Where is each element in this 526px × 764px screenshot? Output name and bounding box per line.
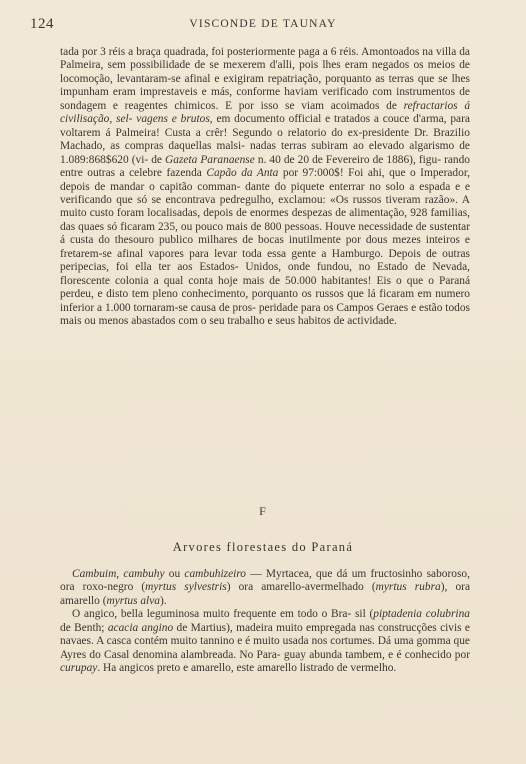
section-letter: F: [259, 504, 267, 518]
page-number: 124: [30, 16, 54, 32]
main-paragraph: [60, 46, 470, 329]
text-line: tada por 3 réis a braça quadrada, foi posteriormente paga a 6 réis. Amontoados na villa da Palmeira, sem possibilidade de se mexerem d'alli, pois lhes eram negados os meios de locomoção, levantaram-se afinal e exigiram repatriação, porquanto as terras que se lhes impunham eram imprestaveis e más, conforme haviam verificado com instrumentos de sondagem e reagentes chimicos. E por isso se viam acoimados de refractarios á civilisação, sel- vagens e brutos, em documento official e tratados a couce d'arma, para voltarem á Palmeira! Custa a crêr! Segundo o relatorio do ex-presidente Dr. Brazilio Machado, as compras daquellas malsi- nadas terras subiram ao elevado algarismo de 1.089:868$620 (vi- de Gazeta Paranaense n. 40 de 20 de Fevereiro de 1886), figu- rando entre outras a celebre fazenda Capão da Anta por 97:000$! Foi ahi, que o Imperador, depois de mandar o capitão comman- dante do piquete enterrar no solo a espada e e verificando que só se encontrava pedregulho, exclamou: «Os russos tiveram razão». A muito custo foram localisadas, depois de enormes despezas de alimentação, 928 familias, das quaes só ficaram 235, ou pouco mais de 800 pessoas. Houve necessidade de sustentar á custa do thesouro publico milhares de bocas inutilmente por dous mezes inteiros e fretarem-se afinal vapores para levar toda essa gente a Hamburgo. Depois de outras peripecias, foi ella ter aos Estados- Unidos, onde fundou, no Estado de Nevada, florescente colonia a qual conta hoje mais de 50.000 habitantes! Eis o que o Paraná perdeu, e disto tem pleno conhecimento, porquanto os russos que lá ficaram em numero inferior a 1.000 tornaram-se causa de pros- peridade para os Campos Geraes e estão todos mais ou menos abastados com o seu trabalho e seus habitos de actividade.: [60, 46, 471, 328]
italic-place: Capão da Anta: [206, 167, 279, 180]
paragraph-angico: O angico, bella leguminosa muito frequente em todo o Bra- sil (piptadenia colubrina de Benth; acacia angino de Martius), madeira muito empregada nas construcções civis e navaes. A casca contém muito tannino e é muito usada nos cortumes. Dá uma gomma que Ayres do Casal denomina alambreada. No Para- guay abunda tambem, e é conhecido por curupay. Ha angicos preto e amarello, este amarello listrado de vermelho.: [60, 608, 470, 675]
section-body: [60, 568, 470, 676]
italic-title: Gazeta Paranaense: [165, 153, 255, 166]
italic-phrase: refractarios á civilisação, sel-: [60, 99, 471, 126]
section-title: Arvores florestaes do Paraná: [172, 540, 354, 554]
italic-phrase: vagens e brutos: [136, 113, 210, 126]
running-title: VISCONDE DE TAUNAY: [189, 18, 337, 30]
paragraph-cambuim: Cambuim, cambuhy ou cambuhizeiro — Myrtacea, que dá um fructosinho saboroso, ora roxo-negro (myrtus sylvestris) ora amarello-avermelhado (myrtus rubra), ora amarello (myrtus alva).: [60, 568, 470, 607]
page-header: [30, 16, 496, 38]
